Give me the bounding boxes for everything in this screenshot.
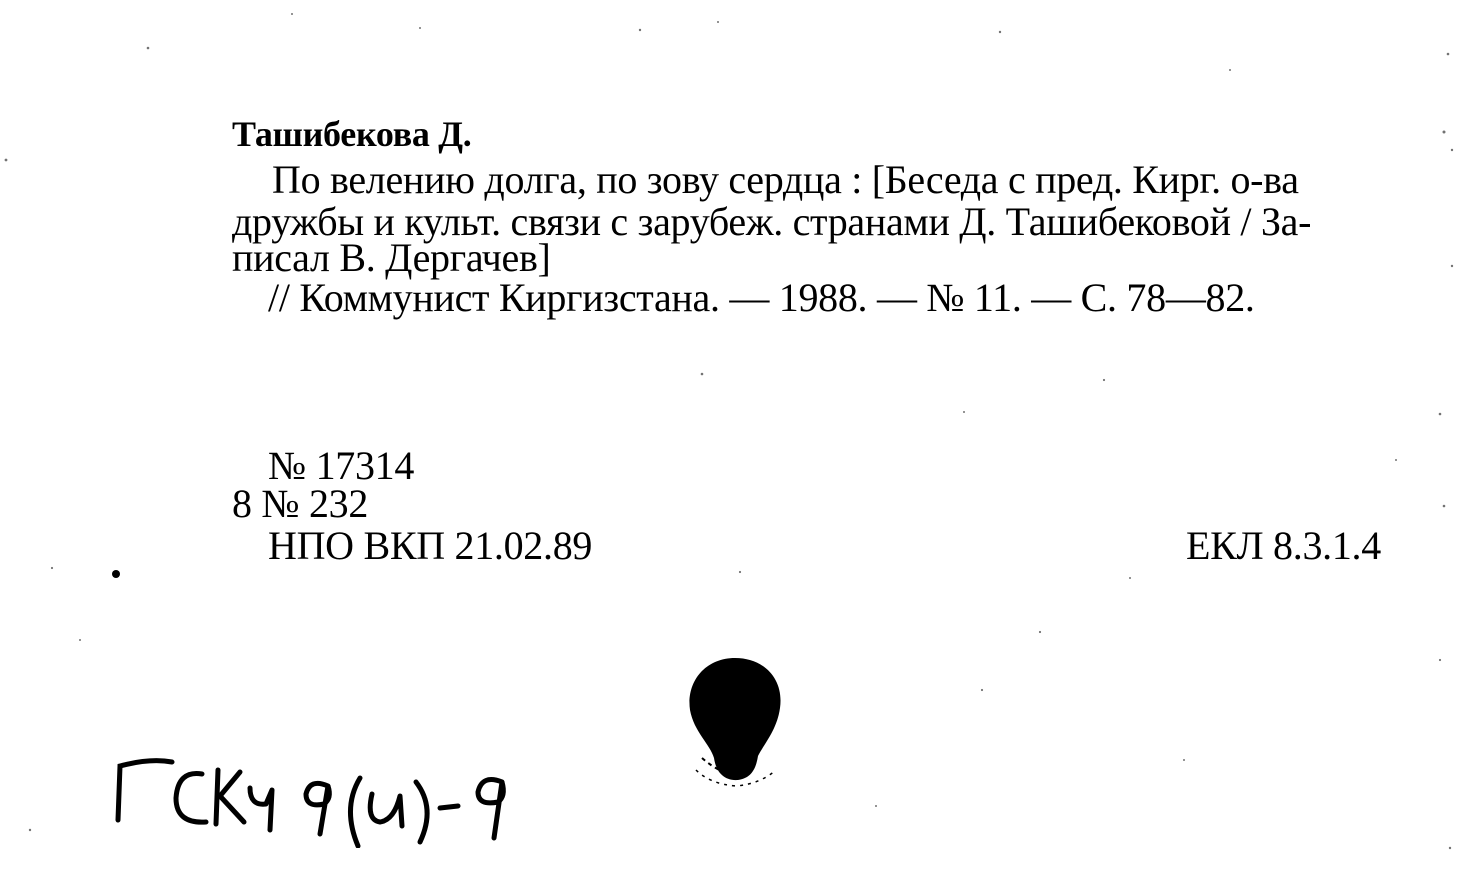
secondary-number: 8 № 232 [232,481,369,526]
punch-hole [680,652,790,792]
ink-speck [112,570,120,578]
author-heading: Ташибекова Д. [232,114,472,154]
classification-code: ЕКЛ 8.3.1.4 [1186,523,1381,568]
source-citation: // Коммунист Киргизстана. — 1988. — № 11. — С. 78—82. [268,275,1255,320]
npo-line: НПО ВКП 21.02.89 [268,523,593,568]
accession-number: № 17314 [268,443,415,488]
title-line-2: дружбы и культ. связи с зарубеж. странами Д. Ташибековой / За- [232,199,1312,244]
handwritten-shelfmark [110,748,540,848]
title-line-1: По велению долга, по зову сердца : [Беседа с пред. Кирг. о-ва [272,157,1299,202]
title-line-3: писал В. Дергачев] [232,235,551,280]
